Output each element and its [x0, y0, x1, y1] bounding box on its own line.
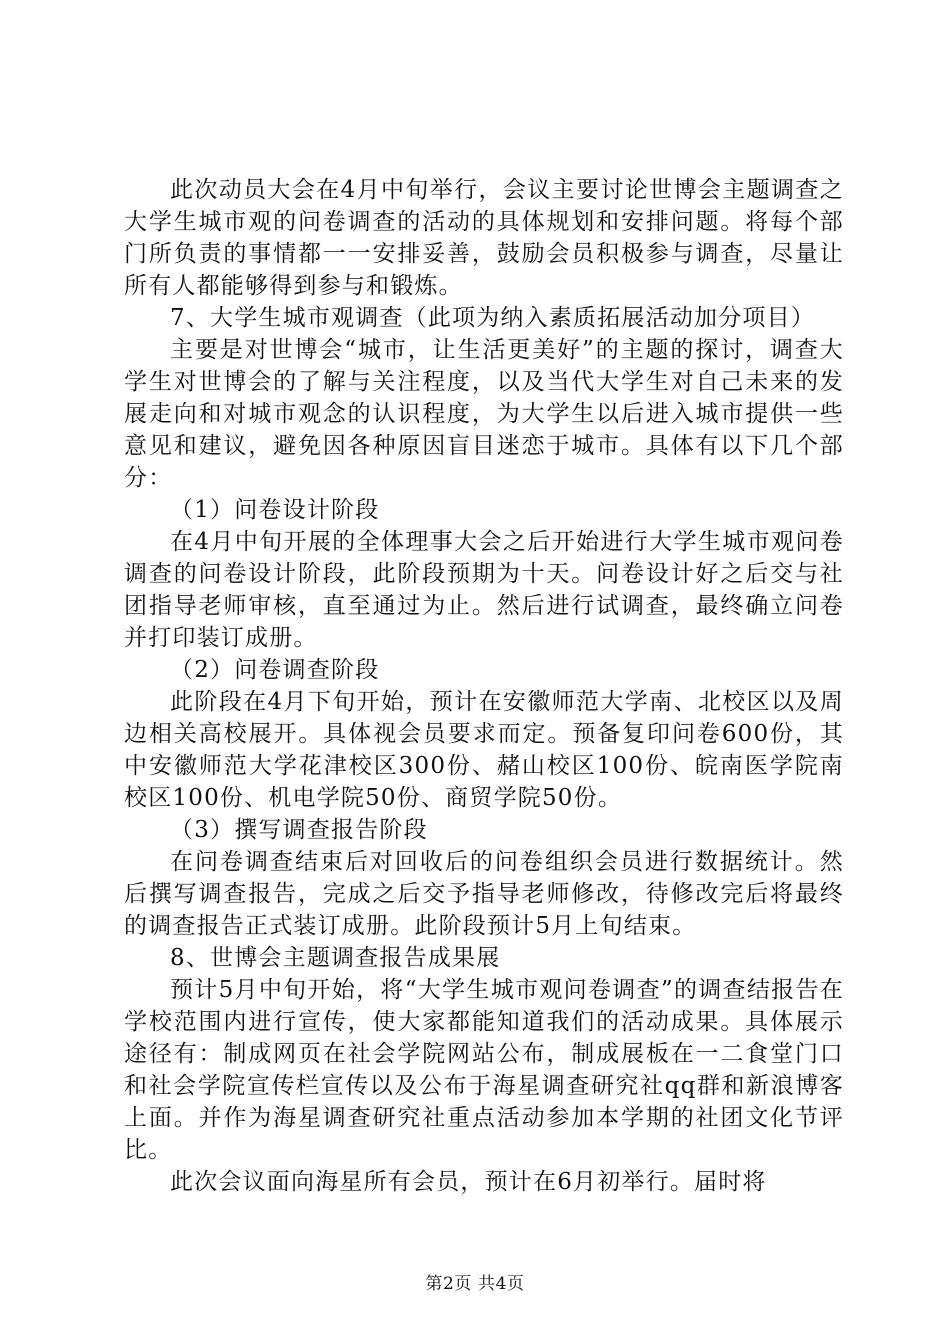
paragraph-exhibition: 预计5月中旬开始，将“大学生城市观问卷调查”的调查结报告在学校范围内进行宣传，使大家都能知道我们的活动成果。具体展示途径有：制成网页在社会学院网站公布，制成展板在一二食堂门口和社会学院宣传栏宣传以及公布于海星调查研究社qq群和新浪博客上面。并作为海星调查研究社重点活动参加本学期的社团文化节评比。: [124, 977, 844, 1163]
document-body: [124, 174, 844, 1198]
paragraph-mobilization-meeting: 此次动员大会在4月中旬举行，会议主要讨论世博会主题调查之大学生城市观的问卷调查的活动的具体规划和安排问题。将每个部门所负责的事情都一一安排妥善，鼓励会员积极参与调查，尽量让所有人都能够得到参与和锻炼。: [124, 177, 844, 299]
paragraph-stage-3: 在问卷调查结束后对回收后的问卷组织会员进行数据统计。然后撰写调查报告，完成之后交予指导老师修改，待修改完后将最终的调查报告正式装订成册。此阶段预计5月上旬结束。: [124, 849, 844, 939]
paragraph-stage-2: 此阶段在4月下旬开始，预计在安徽师范大学南、北校区以及周边相关高校展开。具体视会员要求而定。预备复印问卷600份，其中安徽师范大学花津校区300份、赭山校区100份、皖南医学院南校区100份、机电学院50份、商贸学院50份。: [124, 689, 844, 811]
paragraph-stage-1: 在4月中旬开展的全体理事大会之后开始进行大学生城市观问卷调查的问卷设计阶段，此阶段预期为十天。问卷设计好之后交与社团指导老师审核，直至通过为止。然后进行试调查，最终确立问卷并打印装订成册。: [124, 529, 844, 651]
paragraph-final-meeting: 此次会议面向海星所有会员，预计在6月初举行。届时将: [170, 1169, 767, 1195]
subheading-stage-1: （1）问卷设计阶段: [170, 497, 380, 523]
page-footer: 第2页 共4页: [425, 1274, 525, 1294]
section-heading-7: 7、大学生城市观调查（此项为纳入素质拓展活动加分项目）: [170, 305, 816, 331]
subheading-stage-2: （2）问卷调查阶段: [170, 657, 380, 683]
section-heading-8: 8、世博会主题调查报告成果展: [170, 945, 501, 971]
subheading-stage-3: （3）撰写调查报告阶段: [170, 817, 428, 843]
paragraph-survey-overview: 主要是对世博会“城市，让生活更美好”的主题的探讨，调查大学生对世博会的了解与关注程度，以及当代大学生对自己未来的发展走向和对城市观念的认识程度，为大学生以后进入城市提供一些意见和建议，避免因各种原因盲目迷恋于城市。具体有以下几个部分：: [124, 337, 844, 491]
